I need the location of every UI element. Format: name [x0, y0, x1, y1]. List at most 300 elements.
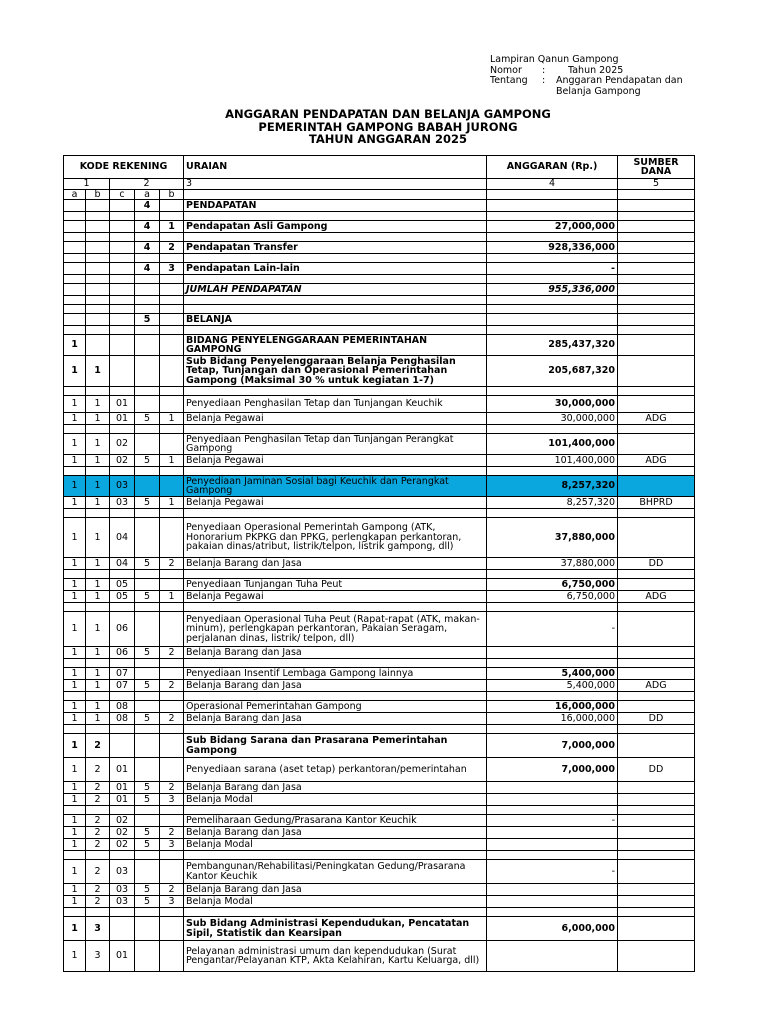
blank-row [64, 305, 695, 314]
code-e [160, 284, 184, 296]
code-d: 4 [135, 221, 160, 233]
anggaran-cell: 6,750,000 [487, 579, 618, 591]
sumber-dana-cell: DD [618, 558, 695, 570]
sumber-dana-cell [618, 314, 695, 326]
anggaran-cell [487, 782, 618, 794]
code-b: 1 [86, 713, 110, 725]
code-e: 2 [160, 647, 184, 659]
anggaran-cell: - [487, 860, 618, 884]
code-a: 1 [64, 396, 86, 413]
header-kode: KODE REKENING [64, 156, 184, 179]
code-d: 5 [135, 839, 160, 851]
table-row [64, 284, 695, 296]
code-c: 03 [110, 476, 135, 497]
code-a: 1 [64, 896, 86, 908]
code-a: 1 [64, 647, 86, 659]
code-c: 08 [110, 701, 135, 713]
code-a: 1 [64, 558, 86, 570]
anggaran-cell: 30,000,000 [487, 396, 618, 413]
anggaran-cell: 205,687,320 [487, 356, 618, 387]
code-b: 1 [86, 591, 110, 603]
code-b [86, 314, 110, 326]
code-c: 04 [110, 518, 135, 558]
code-b: 2 [86, 884, 110, 896]
code-c: 03 [110, 860, 135, 884]
uraian-cell: Pendapatan Lain-lain [184, 263, 487, 275]
table-row [64, 794, 695, 806]
code-c [110, 314, 135, 326]
code-c [110, 221, 135, 233]
blank-row [64, 296, 695, 305]
code-c: 03 [110, 884, 135, 896]
sumber-dana-cell [618, 701, 695, 713]
anggaran-cell: 16,000,000 [487, 701, 618, 713]
code-c [110, 284, 135, 296]
code-e: 2 [160, 782, 184, 794]
code-d [135, 668, 160, 680]
sumber-dana-cell [618, 356, 695, 387]
table-row [64, 476, 695, 497]
nomor-colon: : [542, 64, 546, 76]
anggaran-cell [487, 827, 618, 839]
code-e: 1 [160, 455, 184, 467]
blank-row [64, 254, 695, 263]
blank-row [64, 603, 695, 612]
uraian-cell: BELANJA [184, 314, 487, 326]
code-a: 1 [64, 434, 86, 455]
code-d: 5 [135, 827, 160, 839]
code-d [135, 518, 160, 558]
tentang-colon: : [542, 75, 546, 86]
code-b [86, 284, 110, 296]
blank-row [64, 509, 695, 518]
uraian-cell: Belanja Modal [184, 839, 487, 851]
table-row [64, 782, 695, 794]
uraian-cell: Belanja Modal [184, 794, 487, 806]
code-a [64, 284, 86, 296]
code-d [135, 396, 160, 413]
anggaran-cell: - [487, 815, 618, 827]
code-a: 1 [64, 497, 86, 509]
sumber-dana-cell [618, 242, 695, 254]
code-b: 1 [86, 455, 110, 467]
code-b: 3 [86, 917, 110, 941]
code-d [135, 476, 160, 497]
anggaran-cell: 101,400,000 [487, 455, 618, 467]
anggaran-cell: 955,336,000 [487, 284, 618, 296]
anggaran-cell [487, 839, 618, 851]
anggaran-cell: 101,400,000 [487, 434, 618, 455]
code-d [135, 612, 160, 647]
table-row [64, 335, 695, 356]
table-row [64, 713, 695, 725]
code-c: 06 [110, 647, 135, 659]
code-c: 01 [110, 758, 135, 782]
code-d: 4 [135, 242, 160, 254]
code-e: 3 [160, 839, 184, 851]
uraian-cell: Belanja Barang dan Jasa [184, 884, 487, 896]
code-e [160, 941, 184, 972]
code-c: 08 [110, 713, 135, 725]
uraian-cell: Belanja Pegawai [184, 497, 487, 509]
sumber-dana-cell [618, 647, 695, 659]
sumber-dana-cell [618, 335, 695, 356]
code-e [160, 200, 184, 212]
anggaran-cell [487, 896, 618, 908]
blank-row [64, 233, 695, 242]
code-a [64, 200, 86, 212]
blank-row [64, 212, 695, 221]
code-a [64, 242, 86, 254]
code-b: 1 [86, 701, 110, 713]
table-row [64, 680, 695, 692]
sumber-dana-cell: ADG [618, 455, 695, 467]
title-line-3: TAHUN ANGGARAN 2025 [308, 132, 468, 146]
number-row [64, 179, 695, 190]
uraian-cell: Penyediaan Jaminan Sosial bagi Keuchik dan Perangkat Gampong [184, 476, 487, 497]
table-row [64, 396, 695, 413]
code-a: 1 [64, 518, 86, 558]
code-a: 1 [64, 815, 86, 827]
anggaran-cell: 30,000,000 [487, 413, 618, 425]
code-a: 1 [64, 335, 86, 356]
code-a: 1 [64, 758, 86, 782]
header-uraian: URAIAN [184, 156, 487, 179]
anggaran-cell: 8,257,320 [487, 476, 618, 497]
code-d: 5 [135, 794, 160, 806]
code-b: 2 [86, 794, 110, 806]
code-d [135, 917, 160, 941]
code-e [160, 668, 184, 680]
uraian-cell: Belanja Barang dan Jasa [184, 827, 487, 839]
code-b: 1 [86, 680, 110, 692]
uraian-cell: Penyediaan Operasional Pemerintah Gampong (ATK, Honorarium PKPKG dan PPKG, perlengkapan perkantoran, pakaian dinas/atribut, listrik/telpon, listrik gampong, dll) [184, 518, 487, 558]
code-c [110, 356, 135, 387]
code-c: 01 [110, 396, 135, 413]
code-d: 5 [135, 497, 160, 509]
code-e: 2 [160, 242, 184, 254]
code-d: 4 [135, 263, 160, 275]
code-b: 1 [86, 612, 110, 647]
code-e: 1 [160, 413, 184, 425]
uraian-cell: Pemeliharaan Gedung/Prasarana Kantor Keuchik [184, 815, 487, 827]
code-a: 1 [64, 941, 86, 972]
code-e [160, 579, 184, 591]
anggaran-cell: 5,400,000 [487, 668, 618, 680]
nomor-value: Tahun 2025 [568, 64, 624, 76]
sub-a2: a [135, 189, 160, 200]
table-row [64, 647, 695, 659]
code-d [135, 434, 160, 455]
uraian-cell: Pendapatan Transfer [184, 242, 487, 254]
code-c: 01 [110, 794, 135, 806]
sumber-dana-cell [618, 815, 695, 827]
anggaran-cell: 7,000,000 [487, 734, 618, 758]
sumber-dana-cell [618, 612, 695, 647]
code-e [160, 815, 184, 827]
blank-row [64, 806, 695, 815]
uraian-cell: Belanja Barang dan Jasa [184, 558, 487, 570]
code-e: 1 [160, 497, 184, 509]
code-c [110, 263, 135, 275]
code-b [86, 200, 110, 212]
code-d [135, 815, 160, 827]
code-d [135, 579, 160, 591]
table-row [64, 356, 695, 387]
anggaran-cell: 5,400,000 [487, 680, 618, 692]
table-row [64, 263, 695, 275]
table-row [64, 612, 695, 647]
anggaran-cell: - [487, 263, 618, 275]
code-a: 1 [64, 782, 86, 794]
code-e: 2 [160, 884, 184, 896]
anggaran-cell: 6,000,000 [487, 917, 618, 941]
header-num-1: 1 [64, 179, 110, 190]
uraian-cell: Belanja Barang dan Jasa [184, 647, 487, 659]
sumber-dana-cell: ADG [618, 591, 695, 603]
code-b: 1 [86, 579, 110, 591]
table-row [64, 917, 695, 941]
blank-row [64, 659, 695, 668]
table-row [64, 896, 695, 908]
code-e [160, 396, 184, 413]
uraian-cell: Belanja Pegawai [184, 455, 487, 467]
code-a: 1 [64, 734, 86, 758]
code-e: 3 [160, 794, 184, 806]
sumber-dana-cell [618, 782, 695, 794]
code-b: 2 [86, 860, 110, 884]
header-num-2: 2 [110, 179, 184, 190]
table-row [64, 734, 695, 758]
anggaran-cell: 16,000,000 [487, 713, 618, 725]
table-row [64, 314, 695, 326]
blank-row [64, 908, 695, 917]
code-b: 2 [86, 896, 110, 908]
sub-a: a [64, 189, 86, 200]
code-e: 2 [160, 680, 184, 692]
code-d: 5 [135, 896, 160, 908]
code-b: 2 [86, 839, 110, 851]
code-d [135, 734, 160, 758]
sumber-dana-cell [618, 734, 695, 758]
code-a: 1 [64, 455, 86, 467]
table-row [64, 860, 695, 884]
sumber-dana-cell [618, 476, 695, 497]
uraian-cell: Belanja Pegawai [184, 413, 487, 425]
code-d: 5 [135, 413, 160, 425]
anggaran-cell [487, 647, 618, 659]
blank-row [64, 725, 695, 734]
code-a: 1 [64, 917, 86, 941]
uraian-cell: Penyediaan Tunjangan Tuha Peut [184, 579, 487, 591]
uraian-cell: Belanja Modal [184, 896, 487, 908]
code-a: 1 [64, 884, 86, 896]
code-d: 5 [135, 455, 160, 467]
uraian-cell: Sub Bidang Administrasi Kependudukan, Pencatatan Sipil, Statistik dan Kearsipan [184, 917, 487, 941]
uraian-cell: Belanja Pegawai [184, 591, 487, 603]
code-e: 3 [160, 896, 184, 908]
blank-row [64, 326, 695, 335]
table-row [64, 884, 695, 896]
tentang-value: Anggaran Pendapatan dan [556, 75, 683, 86]
code-d [135, 284, 160, 296]
table-row [64, 758, 695, 782]
table-row [64, 815, 695, 827]
table-row [64, 668, 695, 680]
code-e [160, 860, 184, 884]
code-d: 5 [135, 558, 160, 570]
code-d [135, 701, 160, 713]
code-d: 4 [135, 200, 160, 212]
code-c: 02 [110, 839, 135, 851]
code-d: 5 [135, 680, 160, 692]
code-d [135, 335, 160, 356]
sumber-dana-cell [618, 668, 695, 680]
uraian-cell: Belanja Barang dan Jasa [184, 680, 487, 692]
subheader-row [64, 189, 695, 200]
code-d [135, 860, 160, 884]
code-c: 07 [110, 680, 135, 692]
code-b [86, 263, 110, 275]
code-b: 1 [86, 356, 110, 387]
uraian-cell: Sub Bidang Sarana dan Prasarana Pemerintahan Gampong [184, 734, 487, 758]
header-num-5: 5 [618, 179, 695, 190]
uraian-cell: JUMLAH PENDAPATAN [184, 284, 487, 296]
anggaran-cell: 8,257,320 [487, 497, 618, 509]
sumber-dana-cell [618, 200, 695, 212]
code-c: 06 [110, 612, 135, 647]
anggaran-cell: 37,880,000 [487, 518, 618, 558]
code-c: 03 [110, 896, 135, 908]
code-b: 2 [86, 827, 110, 839]
code-e [160, 917, 184, 941]
sumber-dana-cell [618, 860, 695, 884]
sumber-dana-cell [618, 896, 695, 908]
sub-b: b [86, 189, 110, 200]
code-c [110, 335, 135, 356]
sumber-dana-cell [618, 221, 695, 233]
code-e [160, 314, 184, 326]
tentang-row [490, 76, 683, 87]
anggaran-cell: 285,437,320 [487, 335, 618, 356]
uraian-cell: Pendapatan Asli Gampong [184, 221, 487, 233]
code-a: 1 [64, 827, 86, 839]
code-c: 05 [110, 591, 135, 603]
tentang-row-2 [490, 87, 683, 98]
table-row [64, 701, 695, 713]
code-b [86, 242, 110, 254]
tentang-value-2: Belanja Gampong [556, 85, 641, 97]
sumber-dana-cell: DD [618, 758, 695, 782]
lampiran-block [490, 55, 683, 97]
code-a: 1 [64, 356, 86, 387]
code-b: 1 [86, 476, 110, 497]
uraian-cell: Pembangunan/Rehabilitasi/Peningkatan Gedung/Prasarana Kantor Keuchik [184, 860, 487, 884]
uraian-cell: Penyediaan Operasional Tuha Peut (Rapat-rapat (ATK, makan-minum), perlengkapan perkantoran, Pakaian Seragam, perjalanan dinas, listrik/ telpon, dll) [184, 612, 487, 647]
code-b: 2 [86, 734, 110, 758]
code-d: 5 [135, 314, 160, 326]
table-row [64, 413, 695, 425]
code-c: 07 [110, 668, 135, 680]
code-b: 2 [86, 815, 110, 827]
table-row [64, 200, 695, 212]
sumber-dana-cell [618, 941, 695, 972]
code-b: 1 [86, 558, 110, 570]
code-d: 5 [135, 884, 160, 896]
sumber-dana-cell [618, 794, 695, 806]
anggaran-cell [487, 794, 618, 806]
code-b [86, 221, 110, 233]
anggaran-cell: 7,000,000 [487, 758, 618, 782]
code-a: 1 [64, 713, 86, 725]
table-row [64, 518, 695, 558]
sumber-dana-cell [618, 263, 695, 275]
sumber-dana-cell [618, 396, 695, 413]
code-d [135, 356, 160, 387]
code-b: 3 [86, 941, 110, 972]
uraian-cell: Operasional Pemerintahan Gampong [184, 701, 487, 713]
sub-b2: b [160, 189, 184, 200]
lampiran-title: Lampiran Qanun Gampong [490, 54, 619, 65]
header-num-4: 4 [487, 179, 618, 190]
code-a [64, 221, 86, 233]
code-a: 1 [64, 794, 86, 806]
code-c: 01 [110, 413, 135, 425]
table-row [64, 558, 695, 570]
code-c: 04 [110, 558, 135, 570]
code-c: 01 [110, 941, 135, 972]
table-row [64, 827, 695, 839]
sub-c: c [110, 189, 135, 200]
code-a: 1 [64, 591, 86, 603]
code-d [135, 941, 160, 972]
code-a [64, 314, 86, 326]
code-a: 1 [64, 612, 86, 647]
uraian-cell: PENDAPATAN [184, 200, 487, 212]
blank-row [64, 275, 695, 284]
code-e: 2 [160, 558, 184, 570]
anggaran-cell: 928,336,000 [487, 242, 618, 254]
code-d [135, 758, 160, 782]
sumber-dana-cell: DD [618, 713, 695, 725]
table-row [64, 497, 695, 509]
budget-table [63, 155, 695, 972]
blank-row [64, 387, 695, 396]
blank-row [64, 692, 695, 701]
code-b: 1 [86, 668, 110, 680]
sumber-dana-cell [618, 434, 695, 455]
code-b: 1 [86, 413, 110, 425]
header-anggaran: ANGGARAN (Rp.) [487, 156, 618, 179]
code-b [86, 335, 110, 356]
code-a: 1 [64, 668, 86, 680]
code-e: 1 [160, 221, 184, 233]
table-row [64, 221, 695, 233]
title-line-2: PEMERINTAH GAMPONG BABAH JURONG [258, 119, 518, 134]
code-c: 02 [110, 434, 135, 455]
anggaran-cell: 37,880,000 [487, 558, 618, 570]
code-c: 02 [110, 455, 135, 467]
code-a: 1 [64, 476, 86, 497]
code-a: 1 [64, 579, 86, 591]
code-e [160, 734, 184, 758]
uraian-cell: Penyediaan Penghasilan Tetap dan Tunjangan Perangkat Gampong [184, 434, 487, 455]
sumber-dana-cell: BHPRD [618, 497, 695, 509]
table-row [64, 242, 695, 254]
sumber-dana-cell: ADG [618, 413, 695, 425]
sumber-dana-cell [618, 917, 695, 941]
code-a [64, 263, 86, 275]
